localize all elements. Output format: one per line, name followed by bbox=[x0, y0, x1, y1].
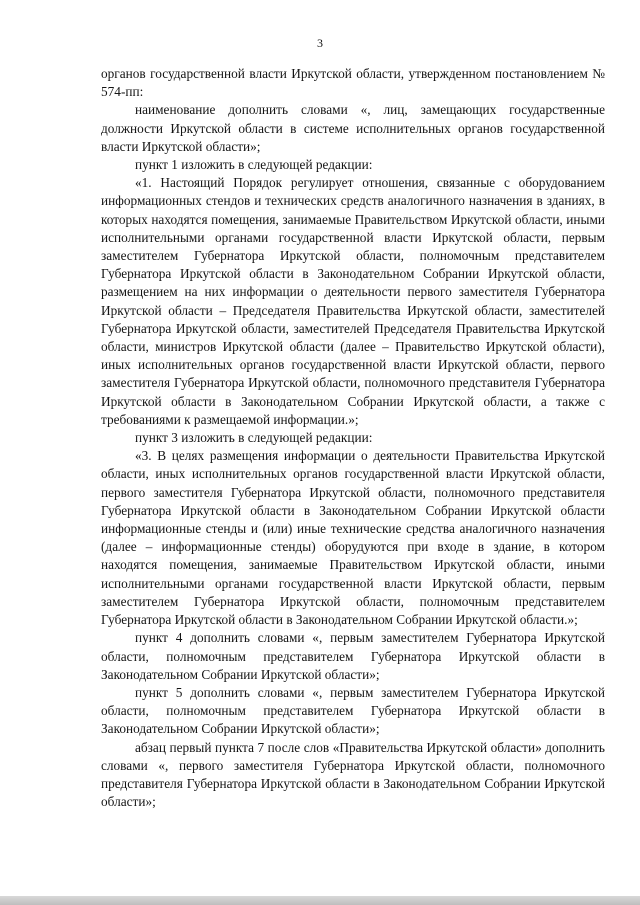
document-body bbox=[101, 65, 605, 811]
paragraph-item3-intro: пункт 3 изложить в следующей редакции: bbox=[135, 430, 373, 446]
paragraph-item5: пункт 5 дополнить словами «, первым заместителем Губернатора Иркутской области, полномочным представителем Губернатора Иркутской области в Законодательном Собрании Иркутской области»; bbox=[101, 684, 605, 737]
paragraph-item1-intro: пункт 1 изложить в следующей редакции: bbox=[135, 157, 373, 173]
paragraph-amend-title: наименование дополнить словами «, лиц, замещающих государственные должности Иркутской области в системе исполнительных органов государственной власти Иркутской области»; bbox=[101, 102, 605, 154]
paragraph-item1-text: «1. Настоящий Порядок регулирует отношения, связанные с оборудованием информационных стендов и технических средств аналогичного назначения в зданиях, в которых находятся помещения, занимаемые Правительством Иркутской области, иными исполнительными органами государственной власти Иркутской области, первым заместителем Губернатора Иркутской области, полномочным представителем Губернатора Иркутской области в Законодательном Собрании Иркутской области, размещением на них информации о деятельности первого заместителя Губернатора Иркутской области – Председателя Правительства Иркутской области, заместителей Губернатора Иркутской области, заместителей Председателя Правительства Иркутской области, министров Иркутской области (далее – Правительство Иркутской области), иных исполнительных органов государственной власти Иркутской области, первого заместителя Губернатора Иркутской области, полномочного представителя Губернатора Иркутской области в Законодательном Собрании Иркутской области, а также с требованиями к размещаемой информации.»; bbox=[101, 175, 605, 427]
paragraph-item3-text: «3. В целях размещения информации о деятельности Правительства Иркутской области, иных исполнительных органов государственной власти Иркутской области, первого заместителя Губернатора Иркутской области, полномочного представителя Губернатора Иркутской области в Законодательном Собрании Иркутской области информационные стенды и (или) иные технические средства аналогичного назначения (далее – информационные стенды) оборудуются при входе в здание, в котором находятся помещения, занимаемые Правительством Иркутской области, иными исполнительными органами государственной власти Иркутской области, первым заместителем Губернатора Иркутской области, полномочным представителем Губернатора Иркутской области в Законодательном Собрании Иркутской области.»; bbox=[101, 448, 605, 628]
paragraph-continuation: органов государственной власти Иркутской области, утвержденном постановлением № 574-пп: bbox=[101, 66, 605, 100]
scan-bottom-edge bbox=[0, 896, 640, 905]
paragraph-item4: пункт 4 дополнить словами «, первым заместителем Губернатора Иркутской области, полномочным представителем Губернатора Иркутской области в Законодательном Собрании Иркутской области»; bbox=[101, 630, 605, 682]
page-number: 3 bbox=[317, 36, 323, 50]
paragraph-item7: абзац первый пункта 7 после слов «Правительства Иркутской области» дополнить словами «, первого заместителя Губернатора Иркутской области, полномочного представителя Губернатора Иркутской области в Законодательном Собрании Иркутской области»; bbox=[101, 739, 605, 810]
